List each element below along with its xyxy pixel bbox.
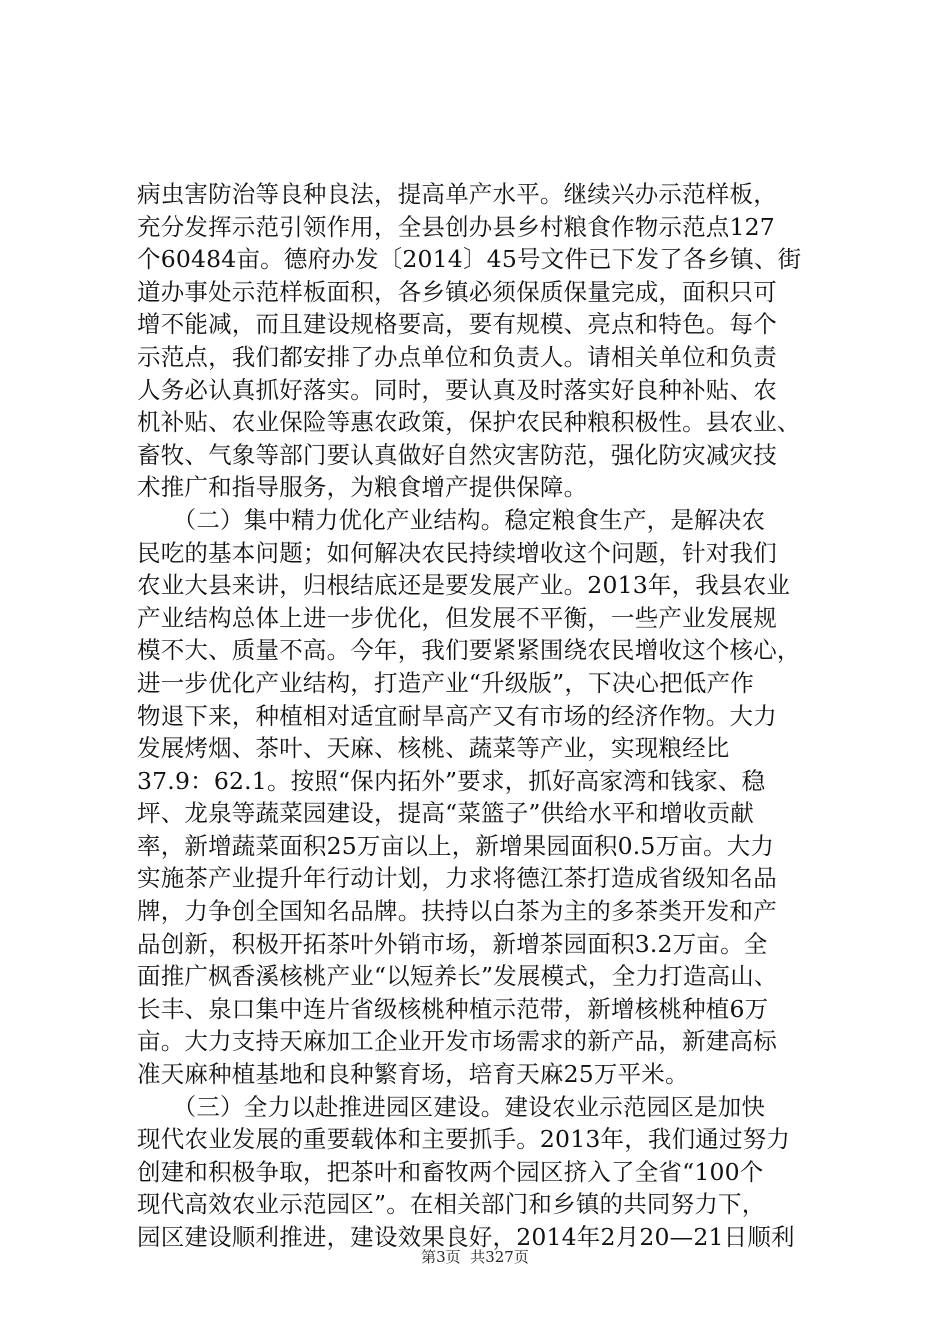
text-line: 病虫害防治等良种良法，提高单产水平。继续兴办示范样板， xyxy=(137,180,777,208)
text-line: 畜牧、气象等部门要认真做好自然灾害防范，强化防灾减灾技 xyxy=(137,440,777,469)
text-line: 增不能减，而且建设规格要高，要有规模、亮点和特色。每个 xyxy=(137,310,777,339)
text-line: 物退下来，种植相对适宜耐旱高产又有市场的经济作物。大力 xyxy=(137,701,777,730)
text-line: 示范点，我们都安排了办点单位和负责人。请相关单位和负责 xyxy=(137,342,777,371)
text-line: 准天麻种植基地和良种繁育场，培育天麻25万平米。 xyxy=(137,1060,689,1089)
text-line: 牌，力争创全国知名品牌。扶持以白茶为主的多茶类开发和产 xyxy=(137,897,777,926)
text-line: 人务必认真抓好落实。同时，要认真及时落实好良种补贴、农 xyxy=(137,375,777,404)
text-line: 长丰、泉口集中连片省级核桃种植示范带，新增核桃种植6万 xyxy=(137,994,769,1023)
text-line: （三）全力以赴推进园区建设。建设农业示范园区是加快 xyxy=(137,1092,766,1121)
text-line: 创建和积极争取，把茶叶和畜牧两个园区挤入了全省“100个 xyxy=(137,1157,764,1186)
page-number: 第3页 共327页 xyxy=(421,1248,529,1266)
text-line: 充分发挥示范引领作用，全县创办县乡村粮食作物示范点127 xyxy=(137,212,775,241)
text-line: 民吃的基本问题；如何解决农民持续增收这个问题，针对我们 xyxy=(137,538,777,567)
text-line: 机补贴、农业保险等惠农政策，保护农民种粮积极性。县农业、 xyxy=(137,408,801,437)
text-line: 现代高效农业示范园区”。在相关部门和乡镇的共同努力下， xyxy=(137,1190,766,1219)
text-line: 发展烤烟、茶叶、天麻、核桃、蔬菜等产业，实现粮经比 xyxy=(137,734,730,763)
text-line: 率，新增蔬菜面积25万亩以上，新增果园面积0.5万亩。大力 xyxy=(137,831,775,860)
text-line: 坪、龙泉等蔬菜园建设，提高“菜篮子”供给水平和增收贡献 xyxy=(137,799,754,828)
text-line: 个60484亩。德府办发〔2014〕45号文件已下发了各乡镇、街 xyxy=(137,245,802,274)
text-line: 术推广和指导服务，为粮食增产提供保障。 xyxy=(137,473,588,502)
text-line: 面推广枫香溪核桃产业“以短养长”发展模式，全力打造高山、 xyxy=(137,962,778,991)
page-footer xyxy=(0,1246,950,1267)
body-text xyxy=(137,178,837,1254)
text-line: 进一步优化产业结构，打造产业“升级版”，下决心把低产作 xyxy=(137,668,754,697)
text-line: 现代农业发展的重要载体和主要抓手。2013年，我们通过努力 xyxy=(137,1125,791,1154)
text-line: 亩。大力支持天麻加工企业开发市场需求的新产品，新建高标 xyxy=(137,1027,777,1056)
text-line: 模不大、质量不高。今年，我们要紧紧围绕农民增收这个核心， xyxy=(137,636,801,665)
text-line: 实施茶产业提升年行动计划，力求将德江茶打造成省级知名品 xyxy=(137,864,777,893)
text-line: 产业结构总体上进一步优化，但发展不平衡，一些产业发展规 xyxy=(137,603,777,632)
text-line: 农业大县来讲，归根结底还是要发展产业。2013年，我县农业 xyxy=(137,571,791,600)
text-line: 园区建设顺利推进，建设效果良好，2014年2月20—21日顺利 xyxy=(137,1223,795,1251)
text-line: 道办事处示范样板面积，各乡镇必须保质保量完成，面积只可 xyxy=(137,277,777,306)
text-line: 品创新，积极开拓茶叶外销市场，新增茶园面积3.2万亩。全 xyxy=(137,929,768,958)
text-line: （二）集中精力优化产业结构。稳定粮食生产，是解决农 xyxy=(137,505,766,534)
text-line: 37.9：62.1。按照“保内拓外”要求，抓好高家湾和钱家、稳 xyxy=(137,766,766,795)
